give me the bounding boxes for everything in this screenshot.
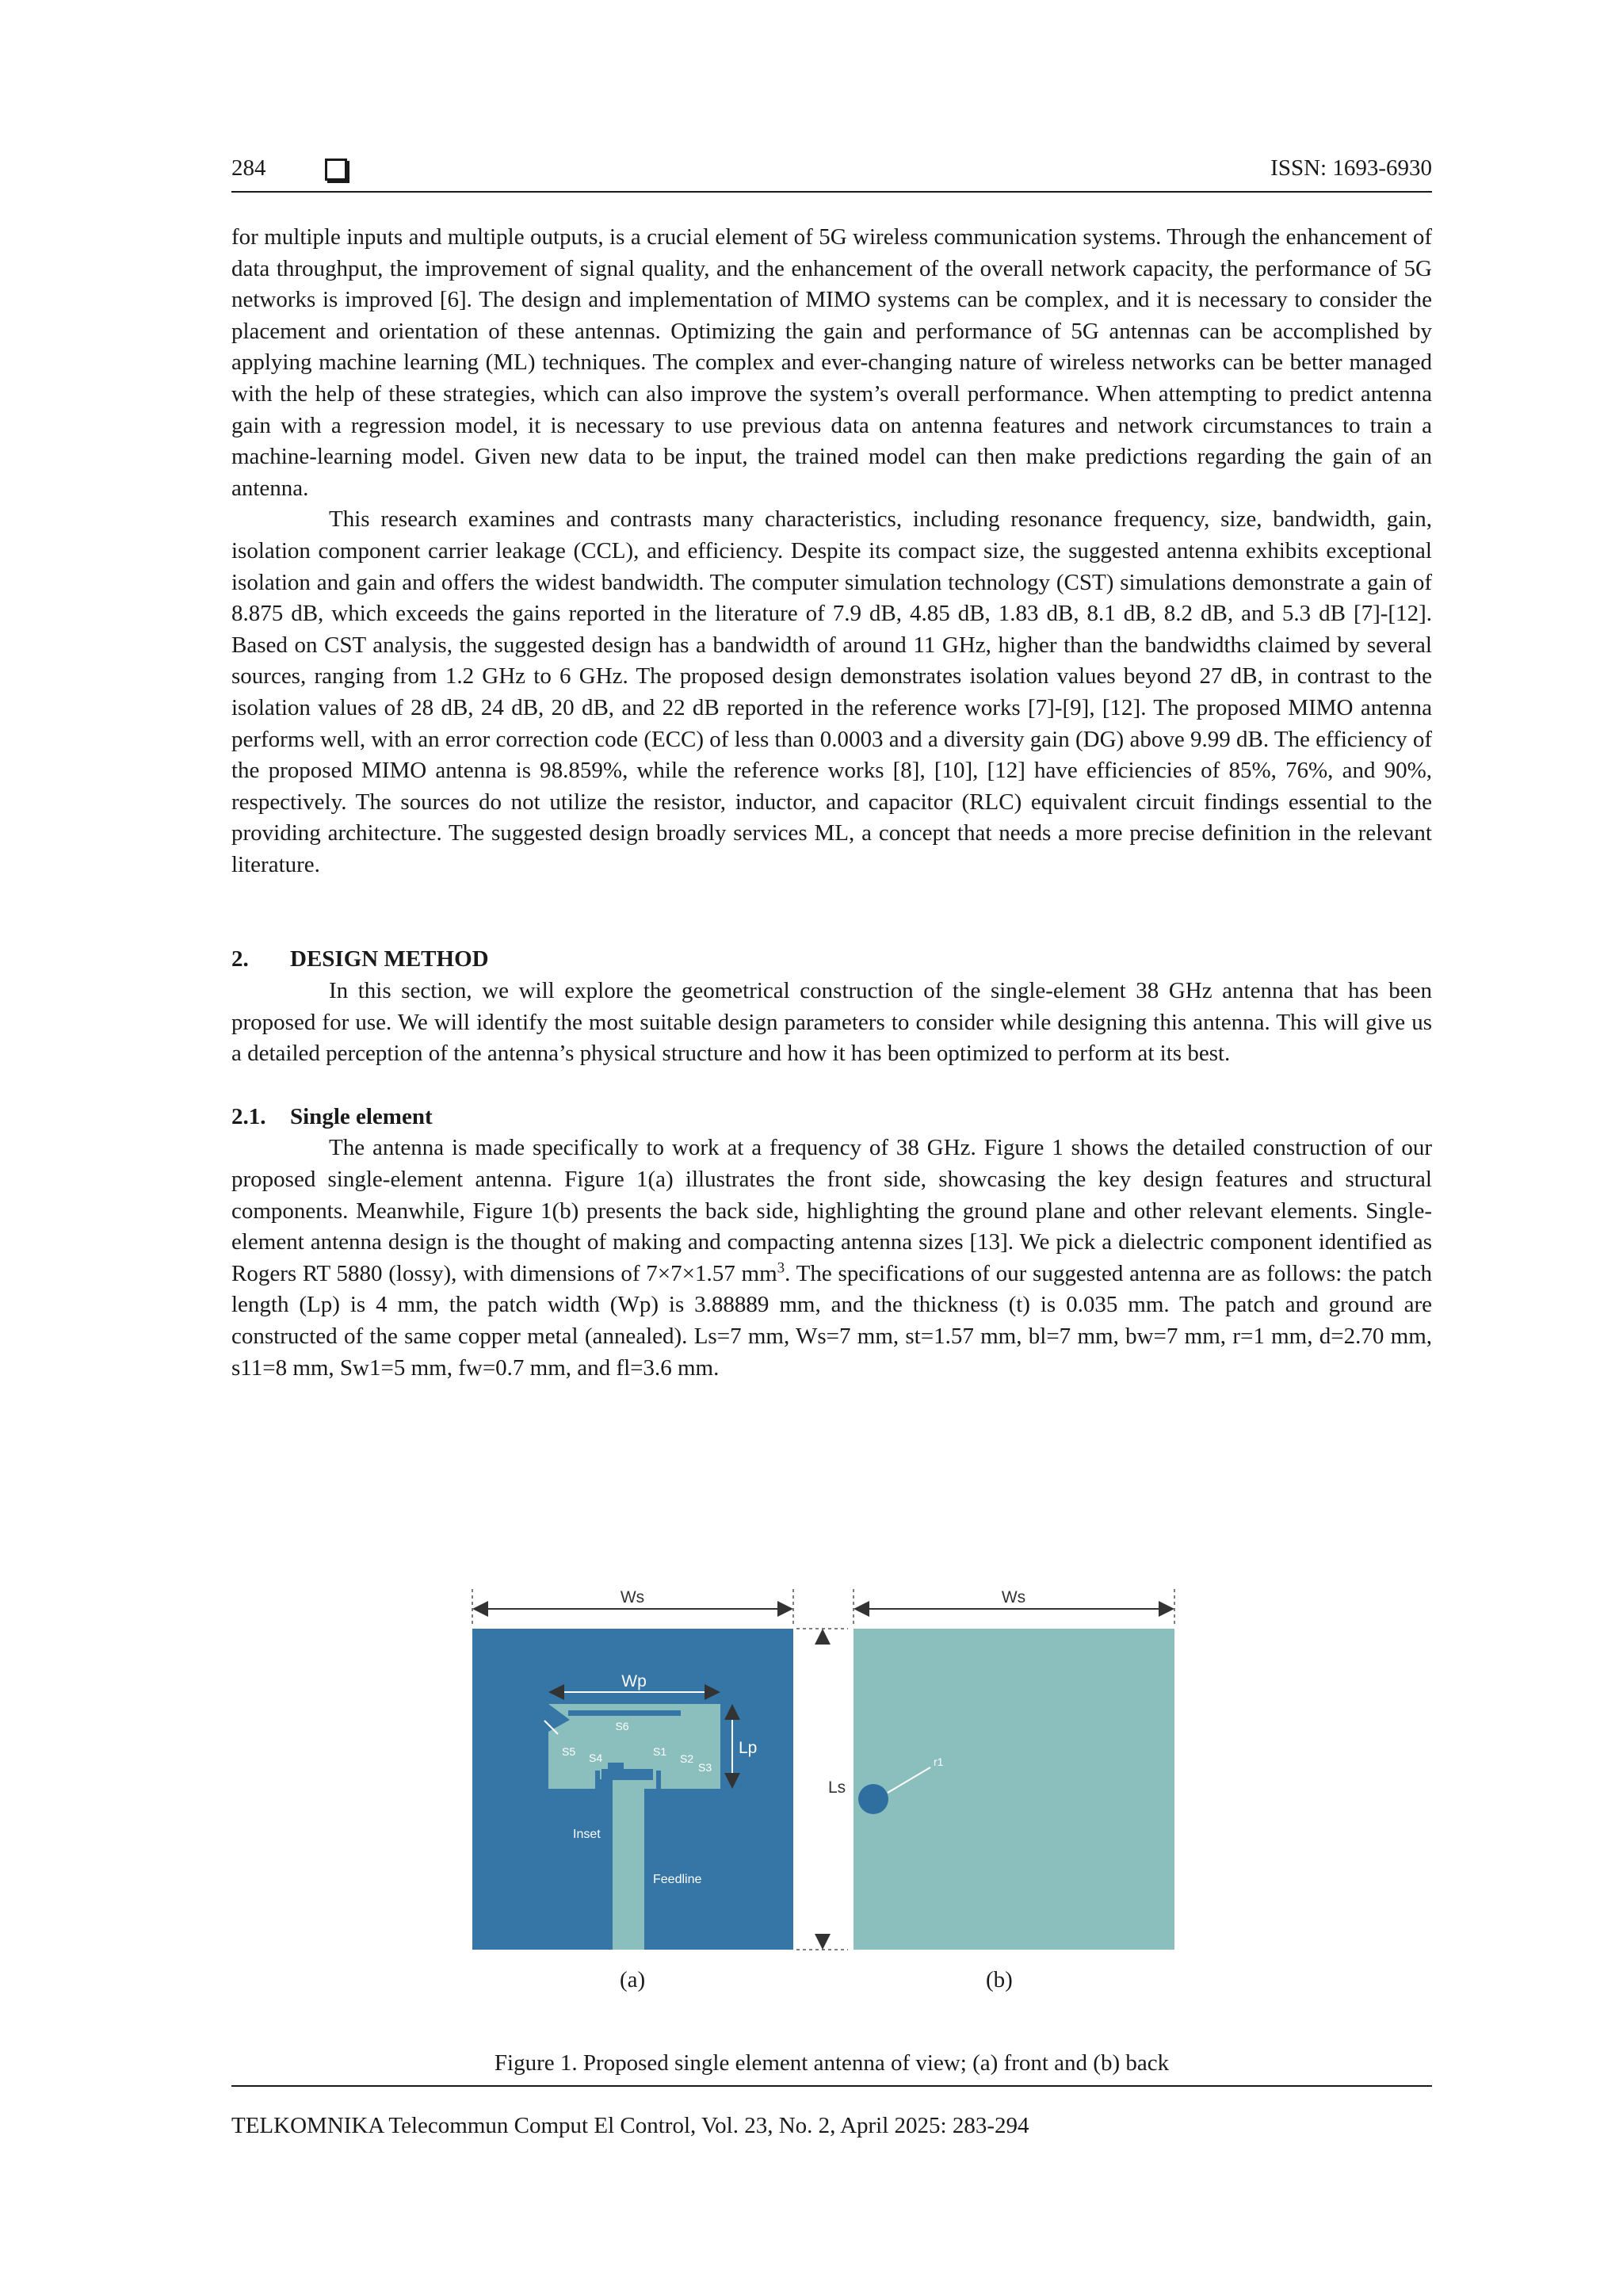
subsection-heading [231,1102,1432,1133]
s2-label: S2 [680,1752,694,1765]
subfigure-b-label: (b) [986,1967,1013,1992]
paragraph: In this section, we will explore the geometrical construction of the single-element 38 GHz antenna that has been proposed for use. We will identify the most suitable design parameters to consider while designing this antenna. This will give us a detailed perception of the antenna’s physical structure and how it has been optimized to perform at its best. [231,978,1432,1067]
footer-rule [231,2085,1432,2087]
s6-label: S6 [615,1720,629,1733]
subfigure-a-label: (a) [620,1967,646,1992]
r1-label: r1 [934,1755,944,1768]
slot-left [595,1771,600,1791]
wp-label: Wp [621,1672,647,1690]
body-text [231,222,1432,1384]
feedline-label: Feedline [653,1873,702,1886]
slot-right [656,1771,661,1791]
inset-label: Inset [573,1828,601,1841]
ground-back [854,1629,1174,1950]
ws-left-label: Ws [620,1588,645,1606]
figure-caption: Figure 1. Proposed single element antenna of view; (a) front and (b) back [494,2050,1170,2076]
paragraph: This research examines and contrasts many characteristics, including resonance frequency, size, bandwidth, gain, isolation component carrier leakage (CCL), and efficiency. Despite its compact size, the suggested antenna exhibits exceptional isolation and gain and offers the widest bandwidth. The computer simulation technology (CST) simulations demonstrate a gain of 8.875 dB, which exceeds the gains reported in the literature of 7.9 dB, 4.85 dB, 1.83 dB, 8.1 dB, 8.2 dB, and 5.3 dB [7]-[12]. Based on CST analysis, the suggested design has a bandwidth of around 11 GHz, higher than the bandwidths claimed by several sources, ranging from 1.2 GHz to 6 GHz. The proposed design demonstrates isolation values beyond 27 dB, in contrast to the isolation values of 28 dB, 24 dB, 20 dB, and 22 dB reported in the reference works [7]-[9], [12]. The proposed MIMO antenna performs well, with an error correction code (ECC) of less than 0.0003 and a diversity gain (DG) above 9.99 dB. The efficiency of the proposed MIMO antenna is 98.859%, while the reference works [8], [10], [12] have efficiencies of 85%, 76%, and 90%, respectively. The sources do not utilize the resistor, inductor, and capacitor (RLC) equivalent circuit findings essential to the providing architecture. The suggested design broadly services ML, a concept that needs a more precise definition in the relevant literature. [231,506,1432,877]
ls-label: Ls [828,1778,846,1797]
lp-label: Lp [739,1739,758,1757]
issn: ISSN: 1693-6930 [1270,155,1432,181]
figure-1 [231,1585,1432,2013]
paragraph [231,1133,1432,1384]
slot-s6 [568,1710,681,1716]
s1-label: S1 [653,1745,667,1758]
subsection-number: 2.1. [231,1103,266,1129]
s4-label: S4 [589,1752,603,1764]
page-header [231,155,1432,190]
paragraph: for multiple inputs and multiple outputs, is a crucial element of 5G wireless communication systems. Through the enhancement of data throughput, the improvement of signal quality, and the enhancement of the overall network capacity, the performance of 5G networks is improved [6]. The design and implementation of MIMO systems can be complex, and it is necessary to consider the placement and orientation of these antennas. Optimizing the gain and performance of 5G antennas can be accomplished by applying machine learning (ML) techniques. The complex and ever-changing nature of wireless networks can be better managed with the help of these strategies, which can also improve the system’s overall performance. When attempting to predict antenna gain with a regression model, it is necessary to use previous data on antenna features and network circumstances to train a machine-learning model. Given new data to be input, the trained model can then make predictions regarding the gain of an antenna. [231,224,1432,501]
section-number: 2. [231,946,249,972]
footer-text: TELKOMNIKA Telecommun Comput El Control, Vol. 23, No. 2, April 2025: 283-294 [231,2113,1029,2138]
slot-s1 [601,1769,653,1780]
paragraph-text: . The specifications of our suggested antenna are as follows: the patch length (Lp) is 4 mm, the patch width (Wp) is 3.88889 mm, and the thickness (t) is 0.035 mm. The patch and ground are constructed of the same copper metal (annealed). Ls=7 mm, Ws=7 mm, st=1.57 mm, bl=7 mm, bw=7 mm, r=1 mm, d=2.70 mm, s11=8 mm, Sw1=5 mm, fw=0.7 mm, and fl=3.6 mm. [231,1260,1432,1381]
section-heading [231,944,1432,976]
antenna-diagram [231,1585,1432,2013]
header-rule [231,191,1432,193]
feedline [613,1789,644,1950]
ws-right-label: Ws [1001,1588,1026,1606]
superscript: 3 [777,1259,785,1277]
paragraph-text: The antenna is made specifically to work at a frequency of 38 GHz. Figure 1 shows the detailed construction of our proposed single-element antenna. Figure 1(a) illustrates the front side, showcasing the key design features and structural components. Meanwhile, Figure 1(b) presents the back side, highlighting the ground plane and other relevant elements. Single-element antenna design is the thought of making and compacting antenna sizes [13]. We pick a dielectric component identified as Rogers RT 5880 (lossy), with dimensions of 7×7×1.57 mm [231,1135,1432,1286]
s3-label: S3 [698,1761,712,1774]
subsection-title: Single element [290,1103,433,1129]
box-icon [325,159,347,181]
slot-s5 [542,1721,547,1773]
page-number: 284 [231,155,266,181]
section-title: DESIGN METHOD [290,946,489,972]
s5-label: S5 [562,1745,576,1758]
r1-circle [858,1784,888,1814]
